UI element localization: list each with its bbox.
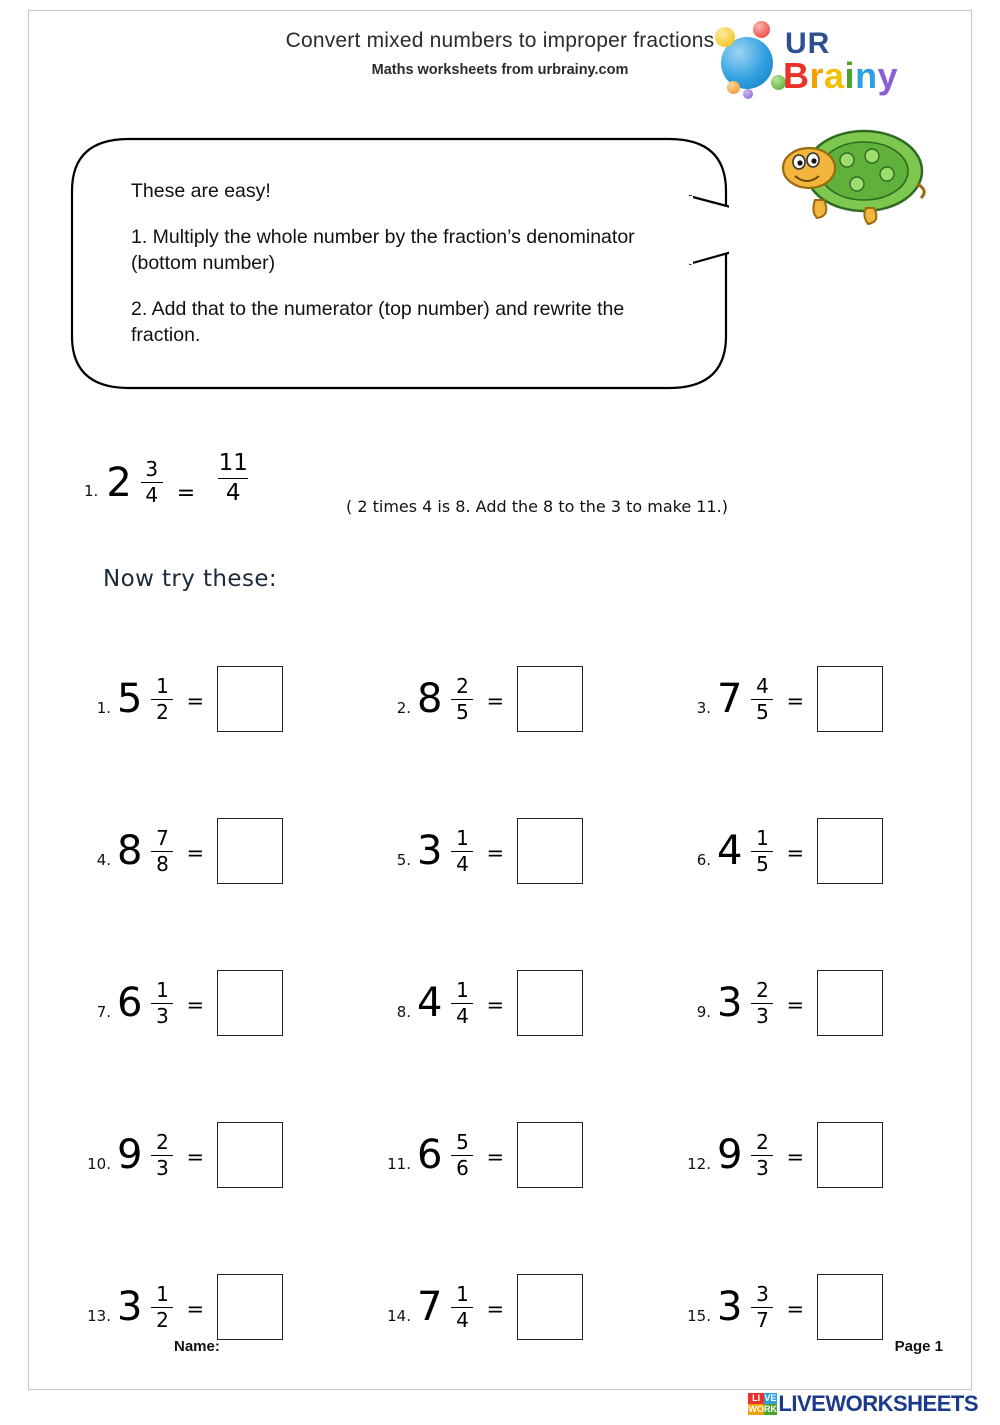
question-whole: 9 <box>117 1132 143 1178</box>
answer-input-box[interactable] <box>517 666 583 732</box>
equals-sign: = <box>486 841 505 865</box>
question-numerator: 1 <box>156 673 169 698</box>
example-denominator: 4 <box>145 483 159 507</box>
equals-sign: = <box>486 993 505 1017</box>
question-whole: 4 <box>417 980 443 1026</box>
question-item <box>377 623 677 775</box>
question-item <box>77 927 377 1079</box>
question-denominator: 5 <box>756 699 769 724</box>
turtle-mascot-icon <box>769 116 929 231</box>
question-number: 3. <box>696 699 711 717</box>
question-mixed-number <box>417 825 473 876</box>
question-numerator: 2 <box>156 1129 169 1154</box>
answer-input-box[interactable] <box>817 1274 883 1340</box>
liveworksheets-watermark <box>748 1391 978 1417</box>
question-item <box>377 775 677 927</box>
question-numerator: 1 <box>156 977 169 1002</box>
question-mixed-number <box>117 1281 173 1332</box>
question-number: 2. <box>396 699 411 717</box>
example-equals-sign: = <box>176 481 196 506</box>
question-fraction <box>451 1129 473 1180</box>
question-fraction <box>151 1281 173 1332</box>
equals-sign: = <box>786 689 805 713</box>
logo-bubble-orange-icon <box>727 81 740 94</box>
question-item <box>677 1231 977 1383</box>
question-item <box>77 1079 377 1231</box>
question-mixed-number <box>117 977 173 1028</box>
question-denominator: 2 <box>156 699 169 724</box>
equals-sign: = <box>486 1297 505 1321</box>
question-item <box>377 927 677 1079</box>
example-whole: 2 <box>106 459 132 506</box>
question-numerator: 1 <box>456 825 469 850</box>
question-whole: 8 <box>117 828 143 874</box>
example-answer-fraction <box>218 451 248 506</box>
question-item <box>77 775 377 927</box>
question-numerator: 7 <box>156 825 169 850</box>
question-whole: 8 <box>417 676 443 722</box>
equals-sign: = <box>786 1145 805 1169</box>
example-mixed-number <box>106 459 162 506</box>
example-numerator: 3 <box>145 457 159 481</box>
question-item <box>677 927 977 1079</box>
equals-sign: = <box>786 993 805 1017</box>
logo-brainy-text <box>783 55 898 97</box>
logo-bubble-yellow-icon <box>715 27 735 47</box>
equals-sign: = <box>186 1145 205 1169</box>
equals-sign: = <box>186 841 205 865</box>
answer-input-box[interactable] <box>817 818 883 884</box>
question-denominator: 5 <box>456 699 469 724</box>
answer-input-box[interactable] <box>217 970 283 1036</box>
question-number: 14. <box>387 1307 411 1325</box>
question-fraction <box>151 825 173 876</box>
logo-letter-r: r <box>809 55 825 96</box>
lw-icon-cell-3: WO <box>748 1404 764 1414</box>
logo-letter-i: i <box>844 55 856 96</box>
question-item <box>377 1079 677 1231</box>
question-numerator: 2 <box>756 977 769 1002</box>
answer-input-box[interactable] <box>817 1122 883 1188</box>
question-denominator: 6 <box>456 1155 469 1180</box>
logo-letter-b: B <box>783 55 810 96</box>
question-numerator: 2 <box>756 1129 769 1154</box>
instruction-text <box>131 178 661 348</box>
question-item <box>677 1079 977 1231</box>
question-mixed-number <box>417 1129 473 1180</box>
question-row <box>77 1231 977 1383</box>
logo-letter-a: a <box>824 55 845 96</box>
question-number: 13. <box>87 1307 111 1325</box>
question-mixed-number <box>417 1281 473 1332</box>
question-fraction <box>451 977 473 1028</box>
question-denominator: 5 <box>756 851 769 876</box>
fraction-bar <box>218 478 248 479</box>
question-number: 11. <box>387 1155 411 1173</box>
question-row <box>77 623 977 775</box>
question-whole: 5 <box>117 676 143 722</box>
instruction-speech-bubble <box>69 136 729 391</box>
equals-sign: = <box>486 1145 505 1169</box>
question-numerator: 4 <box>756 673 769 698</box>
question-whole: 3 <box>717 980 743 1026</box>
example-answer-denominator: 4 <box>225 480 241 506</box>
question-fraction <box>751 1129 773 1180</box>
question-whole: 6 <box>417 1132 443 1178</box>
question-mixed-number <box>717 1281 773 1332</box>
question-denominator: 3 <box>756 1155 769 1180</box>
example-number: 1. <box>84 482 99 500</box>
question-whole: 7 <box>717 676 743 722</box>
example-equation <box>84 451 248 506</box>
logo-letter-y: y <box>877 55 899 96</box>
question-number: 5. <box>396 851 411 869</box>
answer-input-box[interactable] <box>217 1274 283 1340</box>
question-number: 7. <box>96 1003 111 1021</box>
question-item <box>77 1231 377 1383</box>
answer-input-box[interactable] <box>217 818 283 884</box>
example-fraction <box>141 459 163 506</box>
question-numerator: 1 <box>756 825 769 850</box>
question-mixed-number <box>717 1129 773 1180</box>
question-fraction <box>451 825 473 876</box>
question-whole: 6 <box>117 980 143 1026</box>
question-mixed-number <box>717 977 773 1028</box>
question-denominator: 7 <box>756 1307 769 1332</box>
question-item <box>677 775 977 927</box>
answer-input-box[interactable] <box>517 970 583 1036</box>
equals-sign: = <box>486 689 505 713</box>
question-number: 12. <box>687 1155 711 1173</box>
question-numerator: 5 <box>456 1129 469 1154</box>
instruction-line-2: 1. Multiply the whole number by the fraction’s denominator (bottom number) <box>131 226 635 274</box>
liveworksheets-icon <box>748 1393 777 1415</box>
equals-sign: = <box>786 1297 805 1321</box>
answer-input-box[interactable] <box>517 1274 583 1340</box>
answer-input-box[interactable] <box>817 970 883 1036</box>
question-numerator: 1 <box>456 1281 469 1306</box>
question-number: 10. <box>87 1155 111 1173</box>
question-fraction <box>451 1281 473 1332</box>
question-numerator: 3 <box>756 1281 769 1306</box>
question-fraction <box>751 977 773 1028</box>
question-number: 8. <box>396 1003 411 1021</box>
question-whole: 3 <box>717 1284 743 1330</box>
question-fraction <box>451 673 473 724</box>
page-title: Convert mixed numbers to improper fractions <box>285 29 715 52</box>
logo-letter-n: n <box>855 55 878 96</box>
questions-grid <box>77 623 977 1383</box>
question-mixed-number <box>117 1129 173 1180</box>
question-whole: 3 <box>117 1284 143 1330</box>
question-denominator: 2 <box>156 1307 169 1332</box>
equals-sign: = <box>186 689 205 713</box>
question-number: 4. <box>96 851 111 869</box>
logo-bubble-red-icon <box>753 21 770 38</box>
question-mixed-number <box>417 673 473 724</box>
question-number: 15. <box>687 1307 711 1325</box>
question-row <box>77 775 977 927</box>
question-number: 9. <box>696 1003 711 1021</box>
answer-input-box[interactable] <box>217 666 283 732</box>
question-mixed-number <box>717 825 773 876</box>
question-denominator: 3 <box>156 1003 169 1028</box>
question-denominator: 4 <box>456 1003 469 1028</box>
logo-bubble-purple-icon <box>743 89 753 99</box>
answer-input-box[interactable] <box>517 1122 583 1188</box>
question-number: 1. <box>96 699 111 717</box>
worksheet-page <box>28 10 972 1390</box>
name-label: Name: <box>174 1338 220 1355</box>
lw-icon-cell-4: RK <box>763 1404 777 1414</box>
question-mixed-number <box>117 673 173 724</box>
example-answer-numerator: 11 <box>218 450 248 476</box>
question-fraction <box>751 673 773 724</box>
question-denominator: 8 <box>156 851 169 876</box>
liveworksheets-text: LIVEWORKSHEETS <box>778 1391 978 1416</box>
instruction-line-3: 2. Add that to the numerator (top number) and rewrite the fraction. <box>131 298 625 346</box>
question-row <box>77 1079 977 1231</box>
question-fraction <box>151 673 173 724</box>
lw-icon-cell-2: VE <box>764 1393 777 1403</box>
question-numerator: 1 <box>156 1281 169 1306</box>
logo-ur-text: UR <box>785 27 831 60</box>
question-item <box>677 623 977 775</box>
question-mixed-number <box>117 825 173 876</box>
question-whole: 9 <box>717 1132 743 1178</box>
question-whole: 3 <box>417 828 443 874</box>
question-whole: 4 <box>717 828 743 874</box>
question-fraction <box>151 977 173 1028</box>
answer-input-box[interactable] <box>817 666 883 732</box>
page-number-label: Page 1 <box>894 1338 943 1355</box>
question-numerator: 2 <box>456 673 469 698</box>
question-fraction <box>751 825 773 876</box>
question-whole: 7 <box>417 1284 443 1330</box>
lw-icon-cell-1: LI <box>748 1393 764 1404</box>
question-numerator: 1 <box>456 977 469 1002</box>
question-fraction <box>751 1281 773 1332</box>
equals-sign: = <box>186 1297 205 1321</box>
question-denominator: 3 <box>156 1155 169 1180</box>
question-denominator: 3 <box>756 1003 769 1028</box>
question-number: 6. <box>696 851 711 869</box>
worked-example <box>84 451 944 531</box>
equals-sign: = <box>186 993 205 1017</box>
equals-sign: = <box>786 841 805 865</box>
question-mixed-number <box>717 673 773 724</box>
question-denominator: 4 <box>456 1307 469 1332</box>
page-subtitle: Maths worksheets from urbrainy.com <box>371 62 629 78</box>
question-denominator: 4 <box>456 851 469 876</box>
question-mixed-number <box>417 977 473 1028</box>
question-item <box>377 1231 677 1383</box>
now-try-heading: Now try these: <box>103 566 278 592</box>
question-row <box>77 927 977 1079</box>
question-item <box>77 623 377 775</box>
question-fraction <box>151 1129 173 1180</box>
example-note: ( 2 times 4 is 8. Add the 8 to the 3 to make 11.) <box>346 497 728 516</box>
answer-input-box[interactable] <box>217 1122 283 1188</box>
instruction-line-1: These are easy! <box>131 180 271 202</box>
urbrainy-logo <box>713 19 943 105</box>
answer-input-box[interactable] <box>517 818 583 884</box>
